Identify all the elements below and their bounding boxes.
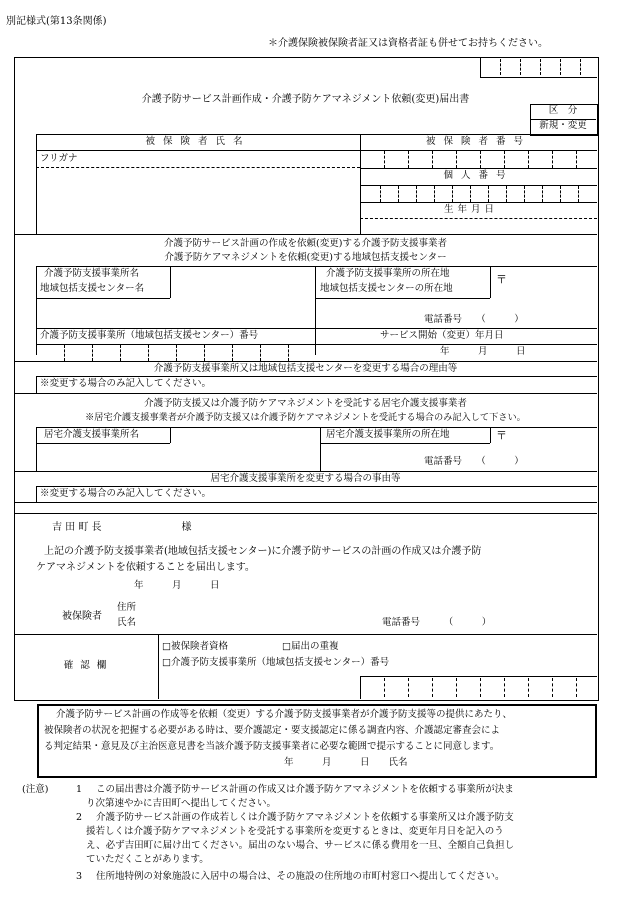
request-addressee: 吉 田 町 長 様 (52, 522, 192, 533)
insured-address-label: 住所 (117, 602, 137, 613)
note-2-number: 2 (76, 812, 83, 823)
request-body-1: 上記の介護予防支援事業者(地域包括支援センター)に介護予防サービスの計画の作成又は介護予防 (44, 546, 482, 557)
confirm-item-3[interactable]: □介護予防支援事業所（地域包括支援センター）番号 (162, 657, 390, 668)
provider-name-label-1: 介護予防支援事業所名 (44, 268, 140, 279)
insured-phone-label[interactable]: 電話番号 （ ） (382, 617, 492, 628)
note-2-line-2: 援若しくは介護予防ケアマネジメントを受託する事業所を変更するときは、変更年月日を記入のう (86, 826, 504, 837)
consent-line-2: 被保険者の状況を把握する必要がある時は、要介護認定・要支援認定に係る調査内容、介護認定審査会によ (44, 725, 501, 736)
note-2-line-4: ていただくことがあります。 (86, 854, 209, 865)
service-start-label: サービス開始（変更）年月日 (380, 330, 504, 341)
note-1-number: 1 (76, 784, 83, 795)
note-3-line-1: 住所地特例の対象施設に入居中の場合は、その施設の住所地の市町村窓口へ提出してください。 (96, 871, 505, 882)
form-type-label: 別記様式(第13条関係) (6, 16, 107, 27)
notes-label: (注意) (22, 784, 49, 795)
note-2-line-3: え、必ず吉田町に届け出てください。届出のない場合、サービスに係る費用を一旦、全額自己負担し (86, 840, 515, 851)
service-start-date[interactable]: 年 月 日 (440, 346, 526, 357)
consent-line-1: 介護予防サービス計画の作成等を依頼（変更）する介護予防支援事業者が介護予防支援等の提供にあたり、 (56, 709, 513, 720)
consent-sign[interactable]: 年 月 日 氏名 (284, 757, 408, 768)
provider-name-label-2: 地域包括支援センター名 (40, 283, 145, 294)
note-2-line-1: 介護予防サービス計画の作成若しくは介護予防ケアマネジメントを依頼する事業所又は介護予防支 (96, 812, 514, 823)
insured-label: 被保険者 (62, 611, 102, 622)
provider-change-reason-label: 介護予防支援事業所又は地域包括支援センターを変更する場合の理由等 (153, 363, 458, 374)
note-1-line-1: この届出書は介護予防サービス計画の作成又は介護予防ケアマネジメントを依頼する事業所が決ま (96, 784, 514, 795)
insured-name-label: 氏名 (117, 617, 137, 628)
provider-address-label-2: 地域包括支援センターの所在地 (320, 283, 453, 294)
furigana-label: フリガナ (40, 153, 78, 164)
confirm-item-2[interactable]: □届出の重複 (282, 641, 339, 652)
note-3-number: 3 (76, 871, 83, 882)
care-address-label: 居宅介護支援事業所の所在地 (326, 429, 450, 440)
provider-heading-2: 介護予防ケアマネジメントを依頼(変更)する地域包括支援センター (164, 252, 447, 263)
insured-name-header: 被保険者氏名 (145, 136, 251, 147)
top-note: ＊介護保険被保険者証又は資格者証も併せてお持ちください。 (268, 38, 548, 49)
note-1-line-2: り次第速やかに吉田町へ提出してください。 (86, 798, 277, 809)
care-change-note: ※変更する場合のみ記入してください。 (40, 488, 212, 499)
care-name-label: 居宅介護支援事業所名 (44, 429, 140, 440)
request-body-2: ケアマネジメントを依頼することを届出します。 (36, 562, 255, 573)
provider-number-label: 介護予防支援事業所（地域包括支援センター）番号 (40, 330, 259, 341)
consent-line-3: る判定結果・意見及び主治医意見書を当該介護予防支援事業者に必要な範囲で提示することに同意します。 (44, 741, 500, 752)
confirm-item-1[interactable]: □被保険者資格 (162, 641, 228, 652)
personal-number-label: 個人番号 (443, 170, 514, 181)
care-heading-2: ※居宅介護支援事業者が介護予防支援又は介護予防ケアマネジメントを受託する場合のみ記入して下さい。 (85, 412, 526, 423)
confirm-label: 確 認 欄 (63, 660, 109, 671)
insured-number-header: 被保険者番号 (425, 136, 531, 147)
request-date[interactable]: 年 月 日 (134, 580, 220, 591)
birth-date-label: 生年月日 (444, 204, 499, 215)
provider-address-label-1: 介護予防支援事業所の所在地 (326, 268, 450, 279)
care-postal-mark: 〒 (496, 429, 507, 442)
form-title: 介護予防サービス計画作成・介護予防ケアマネジメント依頼(変更)届出書 (141, 94, 470, 105)
provider-postal-mark: 〒 (496, 273, 507, 286)
kubun-value[interactable]: 新規・変更 (539, 120, 587, 131)
care-heading-1: 介護予防支援又は介護予防ケアマネジメントを受託する居宅介護支援事業者 (144, 398, 467, 409)
provider-heading-1: 介護予防サービス計画の作成を依頼(変更)する介護予防支援事業者 (164, 238, 447, 249)
care-phone-label[interactable]: 電話番号 （ ） (424, 456, 524, 467)
provider-change-note: ※変更する場合のみ記入してください。 (40, 378, 212, 389)
provider-phone-label[interactable]: 電話番号 （ ） (424, 314, 524, 325)
care-change-reason-label: 居宅介護支援事業所を変更する場合の事由等 (210, 473, 401, 484)
kubun-label: 区 分 (548, 105, 578, 116)
